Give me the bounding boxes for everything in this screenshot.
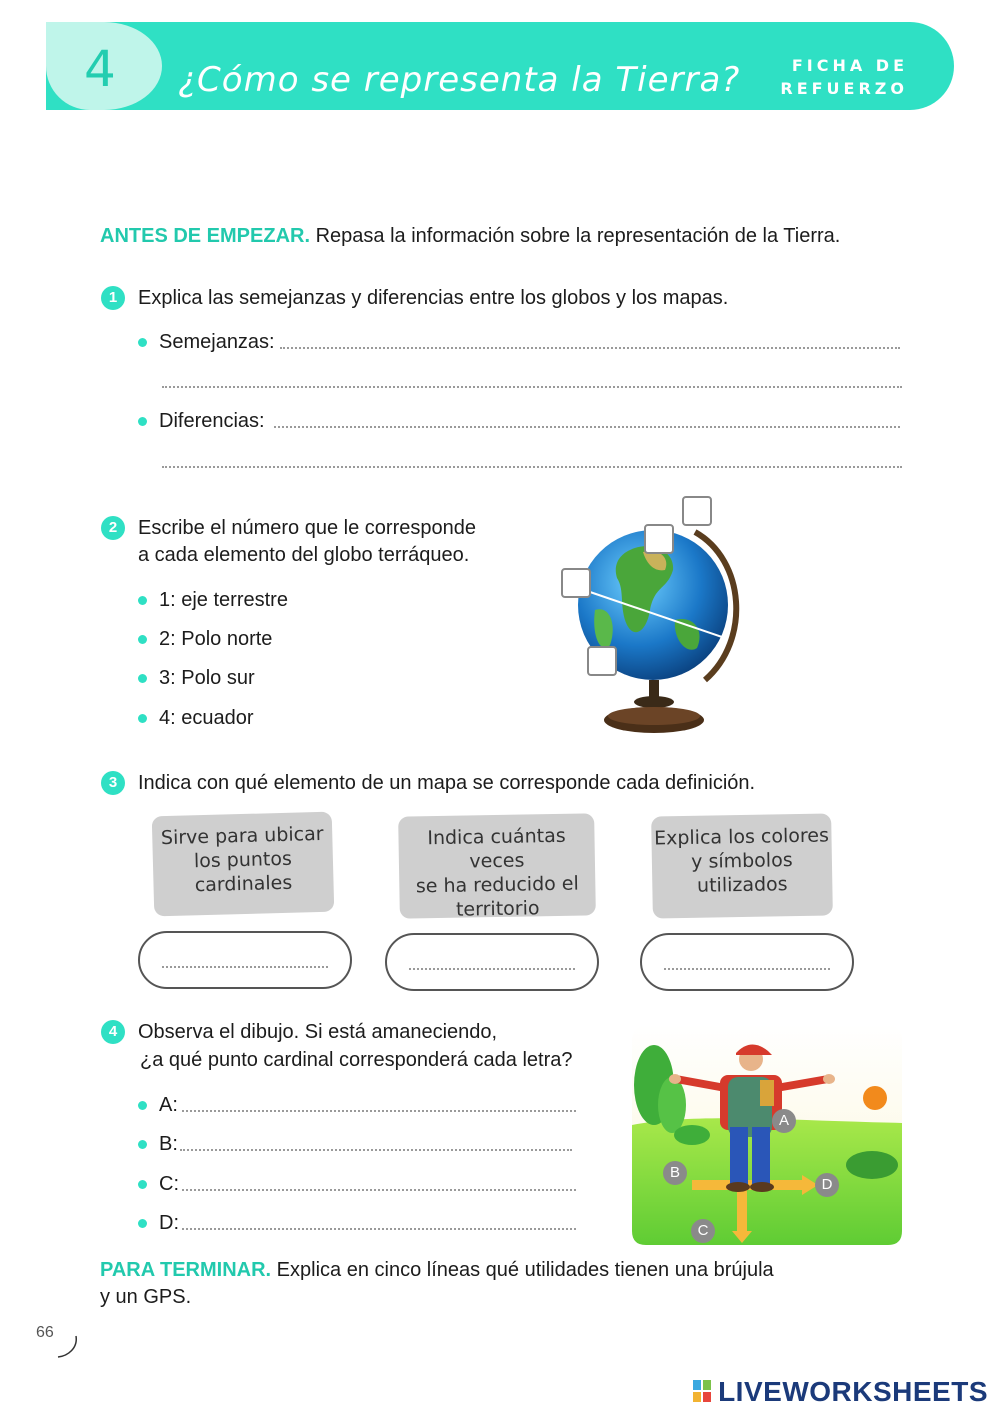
answer-line-semejanzas-2[interactable] xyxy=(162,386,902,388)
answer-line-a[interactable] xyxy=(182,1110,576,1112)
globe-answer-box-south[interactable] xyxy=(587,646,617,676)
answer-line-diferencias-1[interactable] xyxy=(274,426,900,428)
answer-line-c[interactable] xyxy=(182,1189,576,1191)
q2-item: 2: Polo norte xyxy=(159,628,273,650)
card-line: cardinales xyxy=(194,871,293,897)
bullet-icon xyxy=(138,596,147,605)
picture-letter-c: C xyxy=(691,1219,715,1243)
question-2-number: 2 xyxy=(101,516,125,540)
q4-item-label: B: xyxy=(159,1133,178,1155)
bullet-icon xyxy=(138,1219,147,1228)
worksheet-type-badge xyxy=(778,54,908,100)
question-2-prompt-line-2: a cada elemento del globo terráqueo. xyxy=(138,544,470,566)
badge-line-2: REFUERZO xyxy=(780,79,908,98)
bullet-icon xyxy=(138,714,147,723)
q4-item-label: C: xyxy=(159,1173,179,1195)
page-number: 66 xyxy=(36,1324,54,1341)
question-4-prompt-line-1: Observa el dibujo. Si está amaneciendo, xyxy=(138,1021,498,1043)
intro-label: ANTES DE EMPEZAR. xyxy=(100,225,311,247)
question-2-prompt-line-1: Escribe el número que le corresponde xyxy=(138,517,476,539)
closing-label: PARA TERMINAR. xyxy=(100,1259,272,1281)
picture-letter-d: D xyxy=(815,1173,839,1197)
question-1-number: 1 xyxy=(101,286,125,310)
closing-line-2: y un GPS. xyxy=(100,1286,192,1308)
answer-line-d[interactable] xyxy=(182,1228,576,1230)
intro-text: Repasa la información sobre la representación de la Tierra. xyxy=(315,225,841,247)
definition-card-2 xyxy=(398,813,596,921)
card-line: y símbolos xyxy=(690,849,793,873)
globe-answer-box-axis[interactable] xyxy=(561,568,591,598)
bullet-icon xyxy=(138,1140,147,1149)
unit-number: 4 xyxy=(84,40,116,98)
q4-item-label: A: xyxy=(159,1094,178,1116)
picture-letter-a: A xyxy=(772,1109,796,1133)
question-1-prompt: Explica las semejanzas y diferencias entre los globos y los mapas. xyxy=(138,287,729,309)
answer-line-diferencias-2[interactable] xyxy=(162,466,902,468)
card-line: Indica cuántas veces xyxy=(427,824,566,873)
bullet-icon xyxy=(138,417,147,426)
bullet-icon xyxy=(138,635,147,644)
liveworksheets-brand[interactable]: LIVEWORKSHEETS xyxy=(718,1376,988,1407)
question-3-prompt: Indica con qué elemento de un mapa se corresponde cada definición. xyxy=(138,772,756,794)
q2-item: 1: eje terrestre xyxy=(159,589,288,611)
card-line: se ha reducido el xyxy=(415,872,579,898)
globe-answer-box-top[interactable] xyxy=(682,496,712,526)
q1-item-label: Semejanzas: xyxy=(159,331,275,353)
answer-pill-3[interactable] xyxy=(640,933,854,991)
globe-answer-box-north[interactable] xyxy=(644,524,674,554)
q1-item-label: Diferencias: xyxy=(159,410,265,432)
hiker-illustration xyxy=(632,1025,902,1245)
liveworksheets-logo-icon xyxy=(693,1380,711,1402)
page-title: ¿Cómo se representa la Tierra? xyxy=(178,60,741,100)
card-line: territorio xyxy=(455,897,540,921)
closing-line-1 xyxy=(100,1257,774,1283)
badge-line-1: FICHA DE xyxy=(791,56,908,75)
bullet-icon xyxy=(138,1180,147,1189)
answer-line-b[interactable] xyxy=(180,1149,572,1151)
answer-dotline xyxy=(664,968,830,970)
answer-pill-2[interactable] xyxy=(385,933,599,991)
answer-pill-1[interactable] xyxy=(138,931,352,989)
question-4-number: 4 xyxy=(101,1020,125,1044)
card-line: Sirve para ubicar xyxy=(160,822,324,850)
q2-item: 3: Polo sur xyxy=(159,667,255,689)
card-line: los puntos xyxy=(193,847,293,873)
q4-item-label: D: xyxy=(159,1212,179,1234)
question-3-number: 3 xyxy=(101,771,125,795)
picture-letter-b: B xyxy=(663,1161,687,1185)
bullet-icon xyxy=(138,1101,147,1110)
answer-dotline xyxy=(162,966,328,968)
card-line: utilizados xyxy=(696,873,788,897)
answer-dotline xyxy=(409,968,575,970)
definition-card-3 xyxy=(651,813,833,918)
bullet-icon xyxy=(138,338,147,347)
closing-text: Explica en cinco líneas qué utilidades tienen una brújula xyxy=(276,1259,774,1281)
definition-card-1 xyxy=(152,812,335,917)
card-line: Explica los colores xyxy=(653,824,830,850)
answer-line-semejanzas-1[interactable] xyxy=(280,347,900,349)
page-corner-curve-icon xyxy=(54,1334,80,1360)
question-4-prompt-line-2: ¿a qué punto cardinal corresponderá cada letra? xyxy=(140,1049,573,1071)
intro xyxy=(100,223,840,249)
q2-item: 4: ecuador xyxy=(159,707,254,729)
bullet-icon xyxy=(138,674,147,683)
